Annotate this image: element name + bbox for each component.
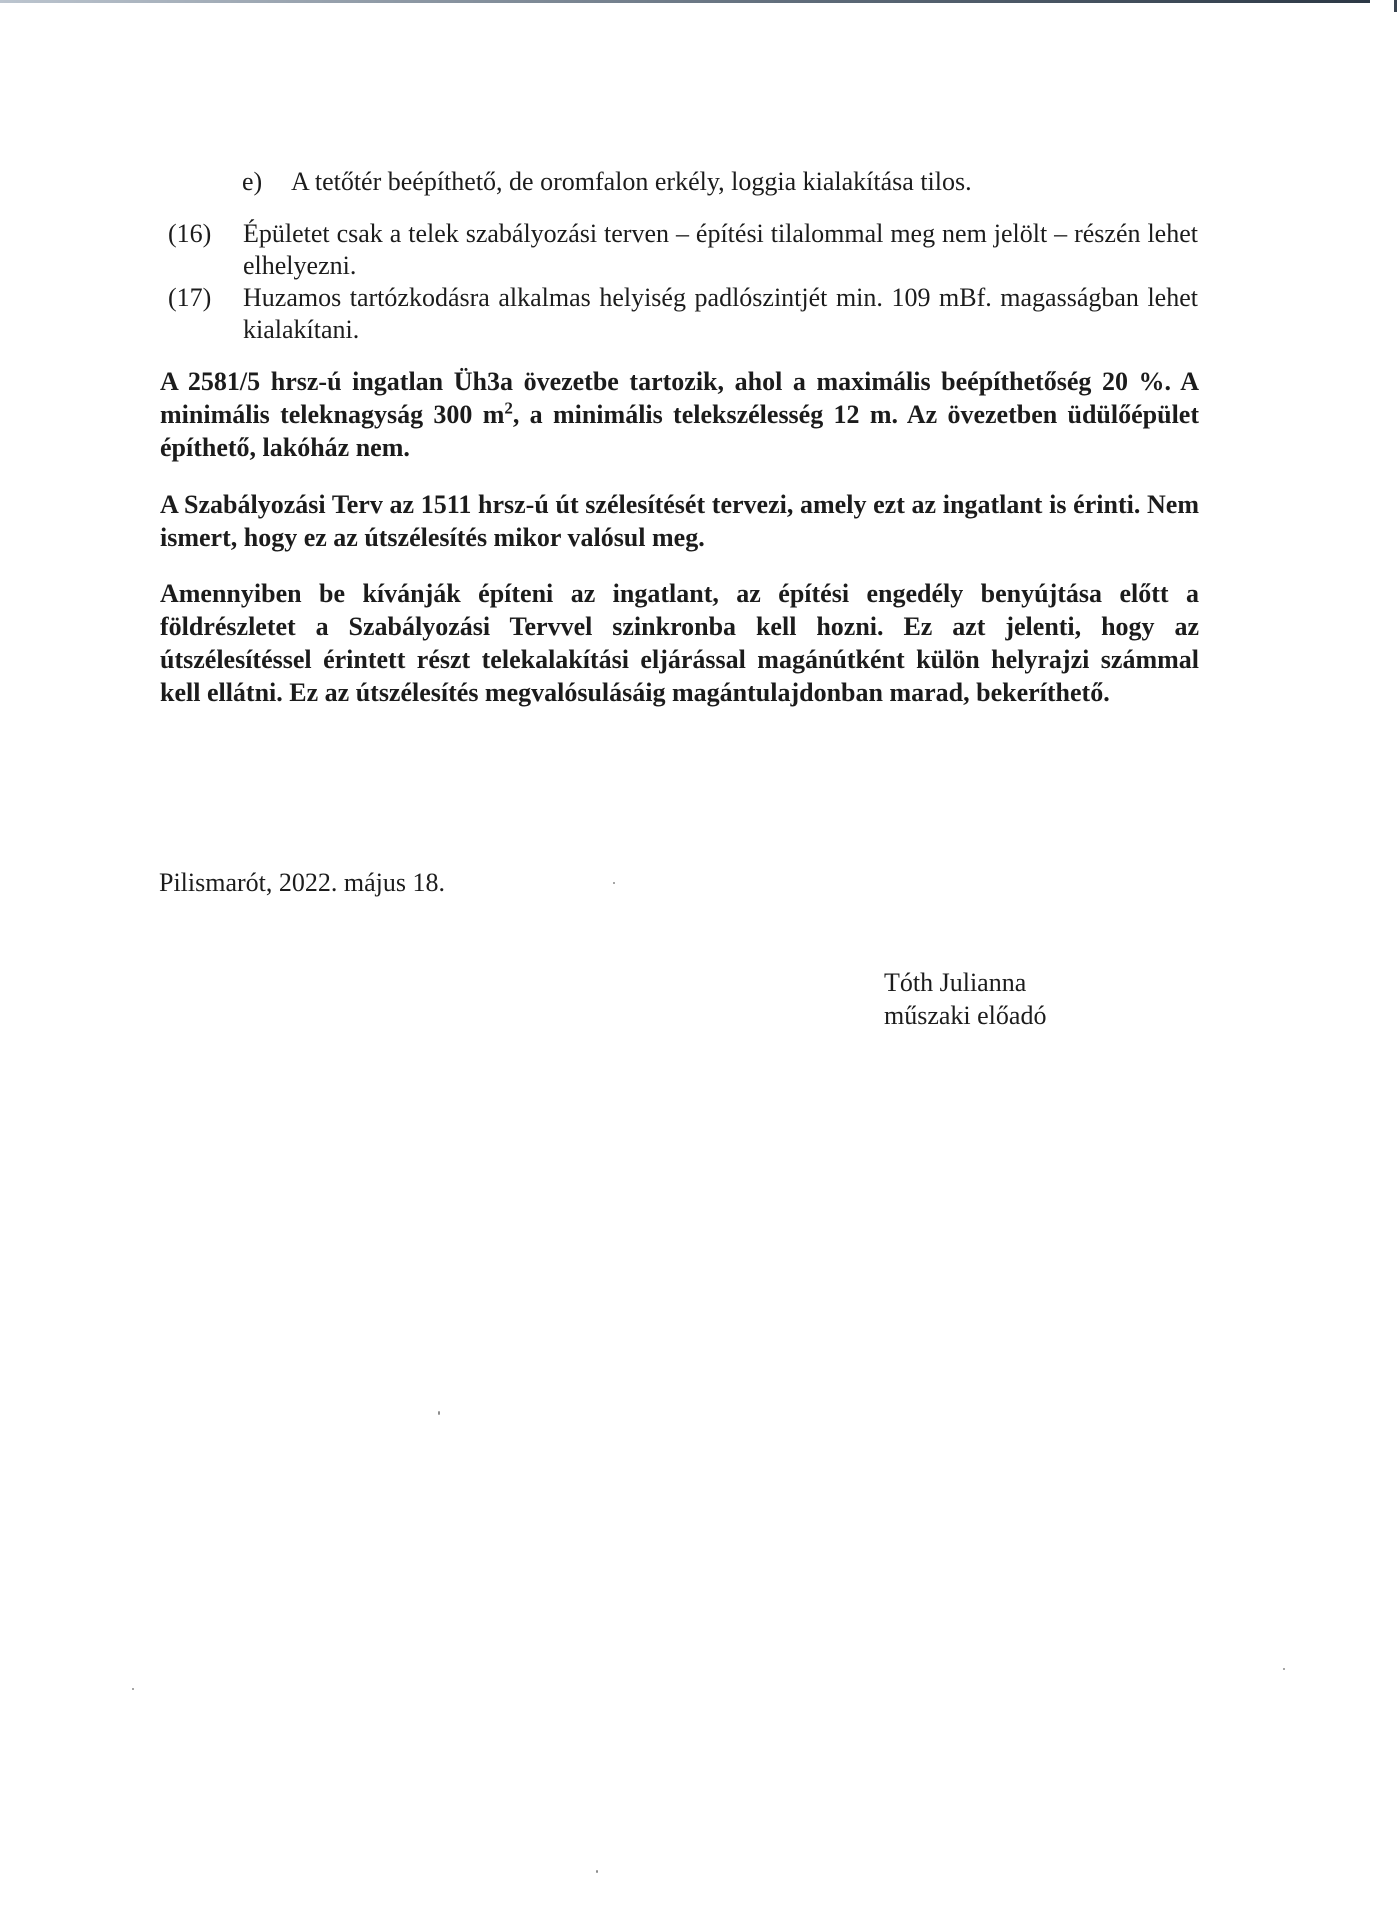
scan-speck	[132, 1688, 134, 1690]
item-17-text: Huzamos tartózkodásra alkalmas helyiség padlószintjét min. 109 mBf. magasságban lehet kialakítani.	[243, 283, 1198, 344]
subitem-e-marker: e)	[242, 167, 263, 196]
scan-speck	[596, 1870, 598, 1873]
item-16-number: (16)	[168, 219, 212, 248]
signature-name: Tóth Julianna	[884, 968, 1027, 997]
scan-speck	[1283, 1668, 1285, 1670]
subitem-e-text: A tetőtér beépíthető, de oromfalon erkély, loggia kialakítása tilos.	[291, 167, 972, 196]
scan-speck	[438, 1411, 440, 1415]
square-superscript: 2	[504, 398, 513, 418]
paragraph-road-widening: A Szabályozási Terv az 1511 hrsz-ú út szélesítését tervezi, amely ezt az ingatlant is érinti. Nem ismert, hogy ez az útszélesítés mikor valósul meg.	[160, 490, 1199, 552]
scan-speck	[613, 882, 615, 884]
paragraph-requirements: Amennyiben be kívánják építeni az ingatlant, az építési engedély benyújtása előtt a földrészletet a Szabályozási Tervvel szinkronba kell hozni. Ez azt jelenti, hogy az útszélesítéssel érintett részt telekalakítási eljárással magánútként külön helyrajzi számmal kell ellátni. Ez az útszélesítés megvalósulásáig magántulajdonban marad, bekeríthető.	[160, 579, 1199, 707]
signature-title: műszaki előadó	[884, 1001, 1047, 1030]
paragraph-zoning-part1: A 2581/5 hrsz-ú ingatlan Üh3a övezetbe tartozik, ahol a maximális beépíthetőség 20 %. A minimális teleknagyság 300 m	[160, 367, 1199, 429]
paragraph-zoning-part2: , a minimális telekszélesség 12 m. Az övezetben üdülőépület építhető, lakóház nem.	[160, 400, 1199, 462]
paragraph-zoning	[160, 365, 1199, 464]
item-17-number: (17)	[168, 283, 212, 312]
place-date: Pilismarót, 2022. május 18.	[159, 868, 445, 897]
item-16-text: Épületet csak a telek szabályozási terven – építési tilalommal meg nem jelölt – részén lehet elhelyezni.	[243, 219, 1198, 280]
